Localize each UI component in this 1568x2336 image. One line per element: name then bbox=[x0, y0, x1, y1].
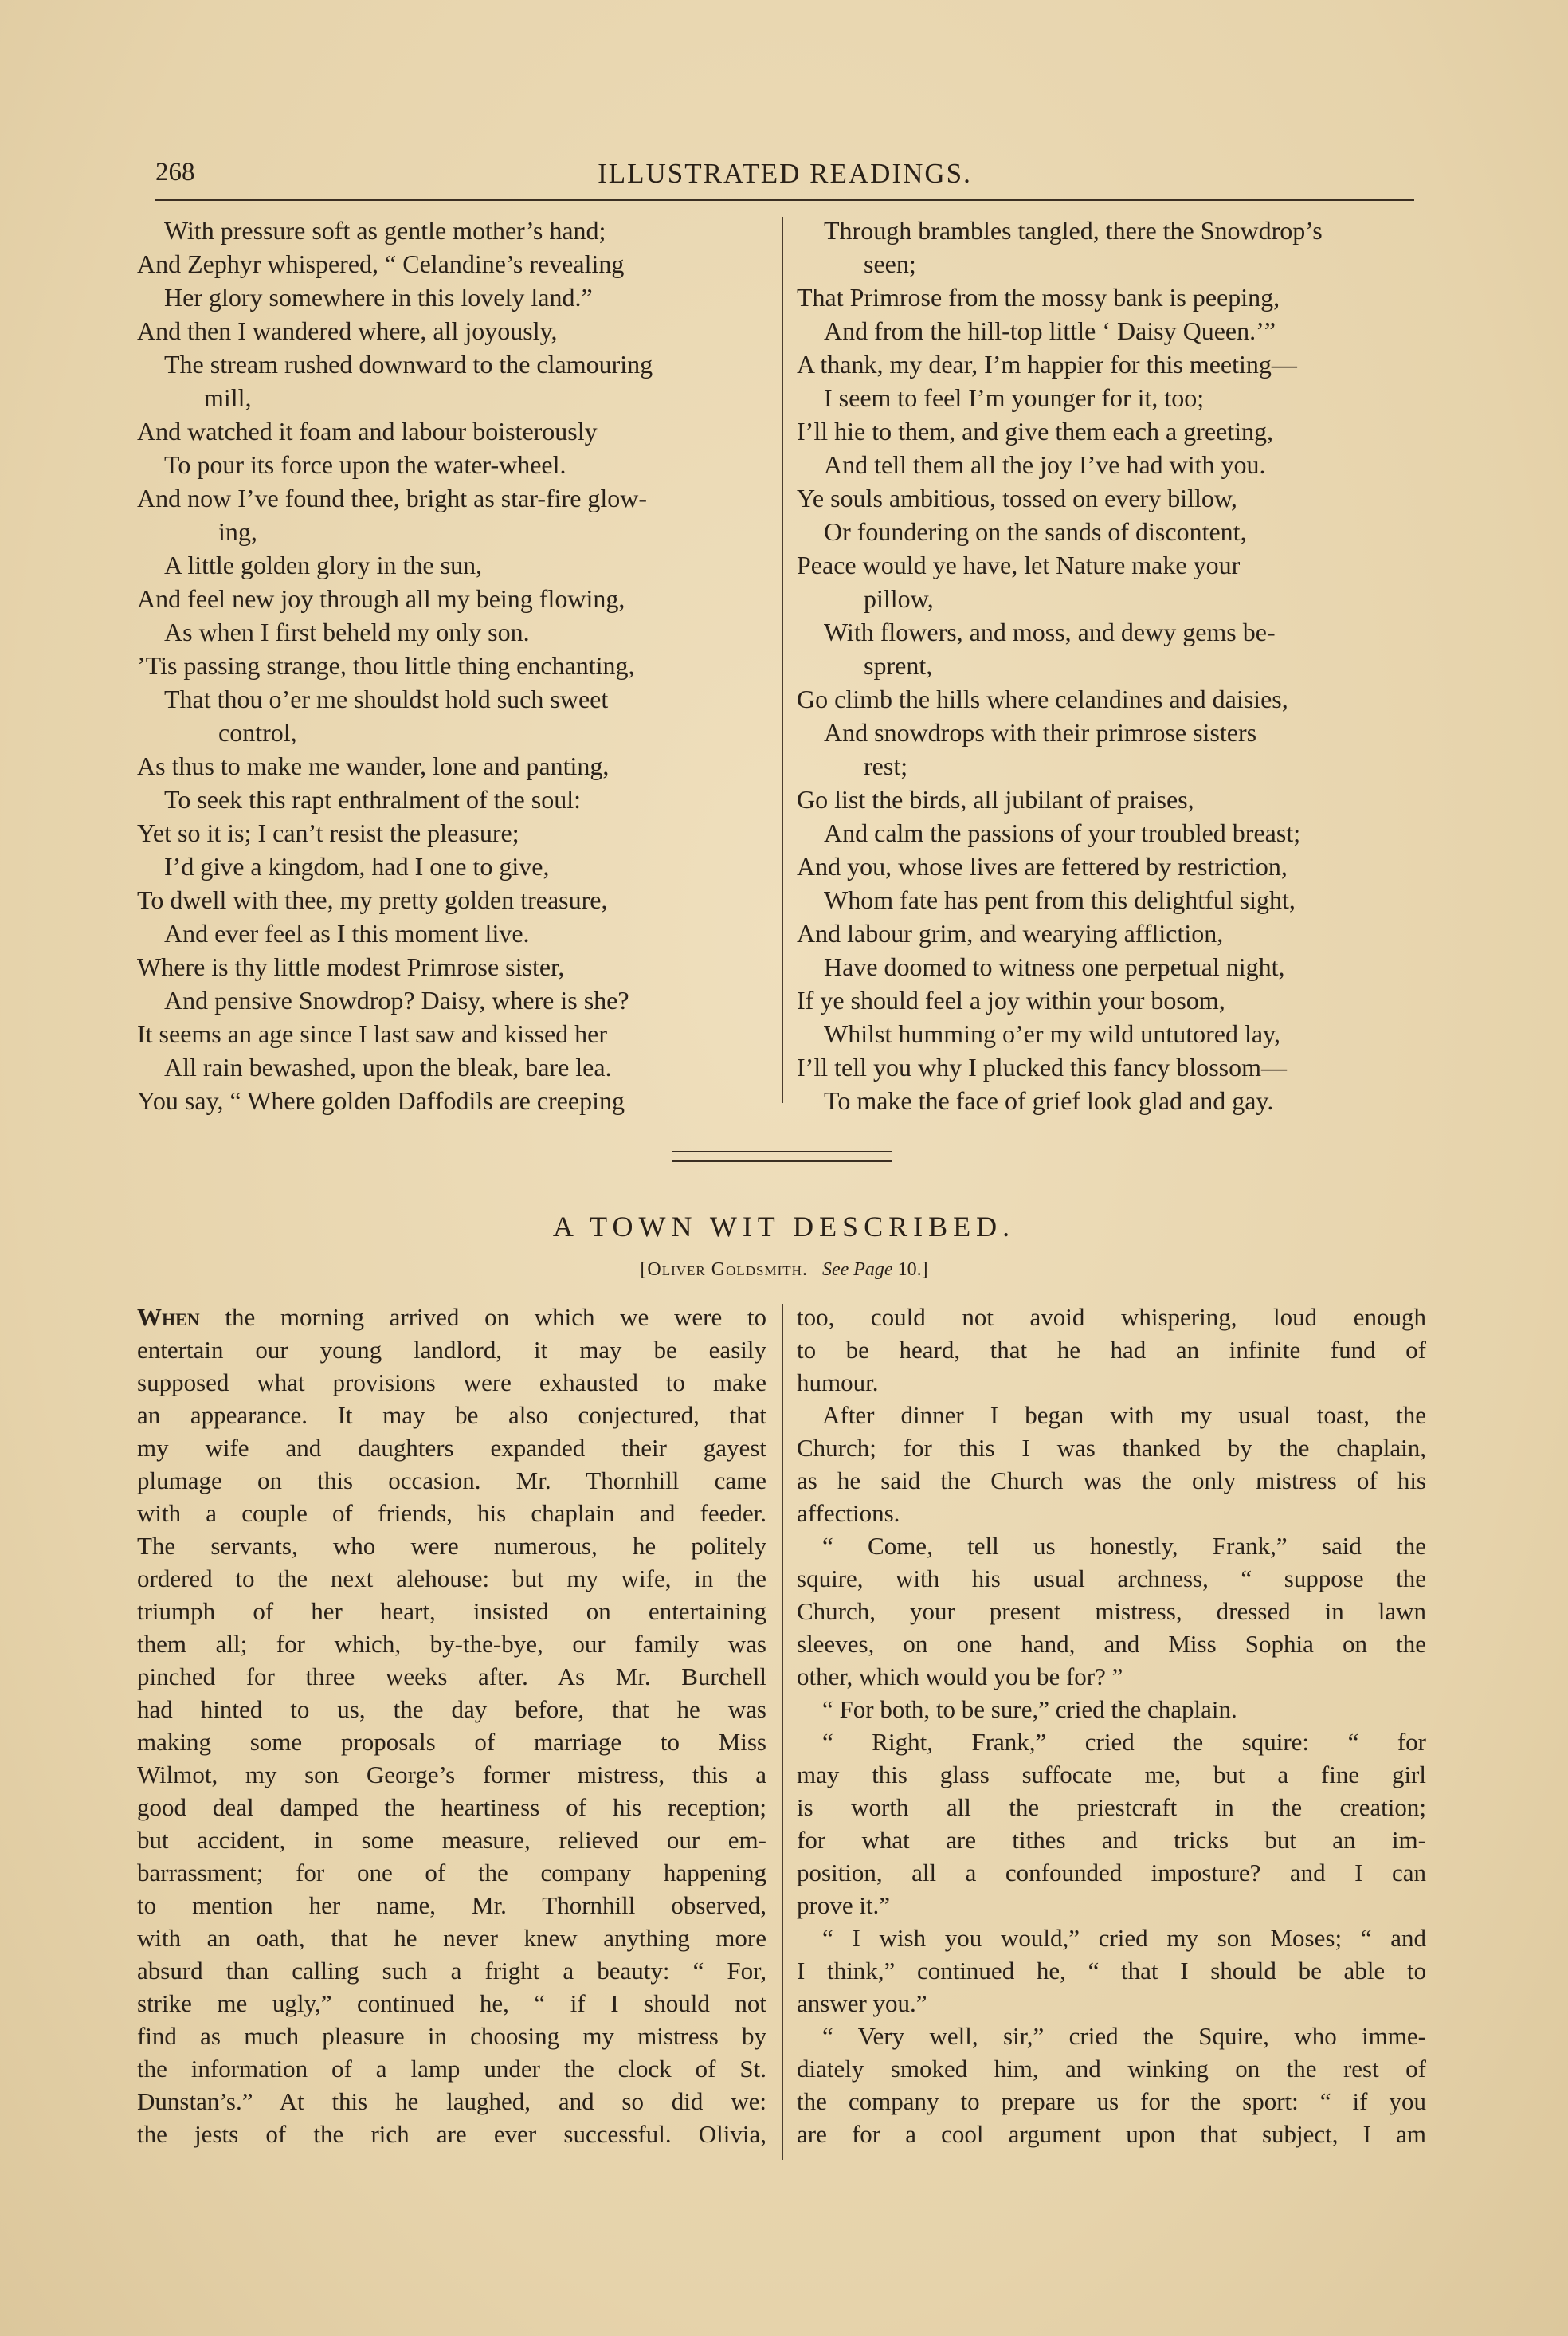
prose-line: for what are tithes and tricks but an im- bbox=[797, 1826, 1426, 1854]
section-title: A TOWN WIT DESCRIBED. bbox=[552, 1211, 1016, 1243]
running-title: ILLUSTRATED READINGS. bbox=[598, 158, 972, 189]
prose-line: with a couple of friends, his chaplain and feeder. bbox=[137, 1499, 766, 1527]
poem-line: If ye should feel a joy within your bosom, bbox=[797, 986, 1225, 1015]
prose-column-left bbox=[137, 1301, 766, 2150]
prose-line: diately smoked him, and winking on the rest of bbox=[797, 2055, 1426, 2083]
poem-line: I’d give a kingdom, had I one to give, bbox=[164, 852, 550, 881]
prose-line: as he said the Church was the only mistress of his bbox=[797, 1466, 1426, 1494]
attribution-see: See Page bbox=[821, 1259, 893, 1280]
prose-line: Church, your present mistress, dressed in lawn bbox=[797, 1597, 1426, 1625]
prose-line: humour. bbox=[797, 1368, 879, 1396]
prose-line: Church; for this I was thanked by the chaplain, bbox=[797, 1434, 1426, 1462]
header-rule bbox=[155, 199, 1414, 201]
prose-line: with an oath, that he never knew anything more bbox=[137, 1924, 766, 1952]
poem-line: And watched it foam and labour boisterously bbox=[137, 417, 598, 446]
poem-line: Have doomed to witness one perpetual night, bbox=[824, 952, 1285, 981]
prose-line: supposed what provisions were exhausted to make bbox=[137, 1368, 766, 1396]
poem-line: And tell them all the joy I’ve had with you. bbox=[824, 450, 1266, 479]
prose-line: good deal damped the heartiness of his reception; bbox=[137, 1793, 766, 1821]
poem-line: Whom fate has pent from this delightful sight, bbox=[824, 885, 1296, 914]
attribution-author: [Oliver Goldsmith. bbox=[640, 1259, 808, 1280]
poem-line: It seems an age since I last saw and kissed her bbox=[137, 1019, 608, 1048]
poem-line: And ever feel as I this moment live. bbox=[164, 919, 530, 948]
poem-line: To pour its force upon the water-wheel. bbox=[164, 450, 566, 479]
poem-line: With flowers, and moss, and dewy gems be- bbox=[824, 618, 1276, 646]
prose-first-line: the morning arrived on which we were to bbox=[199, 1303, 766, 1331]
poem-line: And then I wandered where, all joyously, bbox=[137, 316, 558, 345]
prose-line: strike me ugly,” continued he, “ if I should not bbox=[137, 1989, 766, 2017]
prose-line: to be heard, that he had an infinite fund of bbox=[797, 1336, 1426, 1364]
poem-line: As when I first beheld my only son. bbox=[164, 618, 530, 646]
prose-line: making some proposals of marriage to Miss bbox=[137, 1728, 766, 1756]
prose-line: ordered to the next alehouse: but my wife, in the bbox=[137, 1565, 766, 1592]
poem-line: And calm the passions of your troubled breast; bbox=[824, 819, 1301, 847]
poem-line: And feel new joy through all my being flowing, bbox=[137, 584, 625, 613]
poem-line: Go climb the hills where celandines and daisies, bbox=[797, 685, 1288, 713]
poem-line: Ye souls ambitious, tossed on every billow, bbox=[797, 484, 1237, 512]
prose-line: squire, with his usual archness, “ suppose the bbox=[797, 1565, 1426, 1592]
poem-line: And now I’ve found thee, bright as star-fire glow- bbox=[137, 484, 648, 512]
poem-line: Where is thy little modest Primrose sister, bbox=[137, 952, 565, 981]
poem-line: All rain bewashed, upon the bleak, bare lea. bbox=[164, 1053, 612, 1082]
prose-line: sleeves, on one hand, and Miss Sophia on the bbox=[797, 1630, 1426, 1658]
attribution bbox=[0, 1259, 1568, 1281]
prose-line: but accident, in some measure, relieved our em- bbox=[137, 1826, 766, 1854]
prose-line: “ Right, Frank,” cried the squire: “ for bbox=[822, 1728, 1426, 1756]
prose-line: had hinted to us, the day before, that he was bbox=[137, 1695, 766, 1723]
poem-line: Yet so it is; I can’t resist the pleasure; bbox=[137, 819, 519, 847]
poem-line: A little golden glory in the sun, bbox=[164, 551, 483, 579]
poem-line: ing, bbox=[218, 517, 257, 546]
prose-line: position, all a confounded imposture? and I can bbox=[797, 1859, 1426, 1886]
prose-line: affections. bbox=[797, 1499, 900, 1527]
poem-line: And Zephyr whispered, “ Celandine’s revealing bbox=[137, 249, 625, 278]
prose-line: them all; for which, by-the-bye, our family was bbox=[137, 1630, 766, 1658]
prose-line: too, could not avoid whispering, loud enough bbox=[797, 1303, 1426, 1331]
prose-line: to mention her name, Mr. Thornhill observed, bbox=[137, 1891, 766, 1919]
poem-line: Whilst humming o’er my wild untutored lay, bbox=[824, 1019, 1280, 1048]
prose-line: my wife and daughters expanded their gayest bbox=[137, 1434, 766, 1462]
prose-line: pinched for three weeks after. As Mr. Burchell bbox=[137, 1663, 766, 1690]
attribution-page: 10.] bbox=[897, 1259, 928, 1280]
poem-line: seen; bbox=[864, 249, 916, 278]
poem-line: You say, “ Where golden Daffodils are creeping bbox=[137, 1086, 625, 1115]
prose-line: After dinner I began with my usual toast, the bbox=[822, 1401, 1426, 1429]
prose-line: the information of a lamp under the clock of St. bbox=[137, 2055, 766, 2083]
poem-line: And snowdrops with their primrose sisters bbox=[824, 718, 1257, 747]
poem-column-right bbox=[797, 214, 1434, 1117]
prose-line: I think,” continued he, “ that I should be able to bbox=[797, 1957, 1426, 1985]
poem-line: I’ll tell you why I plucked this fancy blossom— bbox=[797, 1053, 1288, 1082]
prose-line: are for a cool argument upon that subject, I am bbox=[797, 2120, 1426, 2148]
poem-line: mill, bbox=[204, 383, 252, 412]
prose-line: an appearance. It may be also conjectured, that bbox=[137, 1401, 766, 1429]
prose-line: triumph of her heart, insisted on entertaining bbox=[137, 1597, 766, 1625]
section-divider bbox=[672, 1151, 892, 1162]
poem-line: ’Tis passing strange, thou little thing enchanting, bbox=[137, 651, 635, 680]
poem-line: And from the hill-top little ‘ Daisy Queen.’” bbox=[824, 316, 1276, 345]
prose-line: The servants, who were numerous, he politely bbox=[137, 1532, 766, 1560]
poem-line: control, bbox=[218, 718, 297, 747]
prose-line: plumage on this occasion. Mr. Thornhill came bbox=[137, 1466, 766, 1494]
poem-line: Her glory somewhere in this lovely land.” bbox=[164, 283, 593, 312]
prose-column-right bbox=[797, 1301, 1426, 2150]
poem-line: And labour grim, and wearying affliction, bbox=[797, 919, 1224, 948]
poem-column-divider bbox=[782, 217, 783, 1103]
page-number: 268 bbox=[155, 158, 195, 186]
prose-line: may this glass suffocate me, but a fine girl bbox=[797, 1761, 1426, 1788]
poem-line: sprent, bbox=[864, 651, 933, 680]
poem-line: Go list the birds, all jubilant of praises, bbox=[797, 785, 1194, 814]
prose-line: “ For both, to be sure,” cried the chaplain. bbox=[822, 1695, 1237, 1723]
poem-line: And you, whose lives are fettered by restriction, bbox=[797, 852, 1288, 881]
page-header bbox=[155, 158, 1414, 198]
poem-line: To dwell with thee, my pretty golden treasure, bbox=[137, 885, 608, 914]
prose-line: Wilmot, my son George’s former mistress, this a bbox=[137, 1761, 766, 1788]
poem-line: Peace would ye have, let Nature make your bbox=[797, 551, 1241, 579]
prose-line: find as much pleasure in choosing my mistress by bbox=[137, 2022, 766, 2050]
poem-line: With pressure soft as gentle mother’s hand; bbox=[164, 216, 606, 245]
prose-line: answer you.” bbox=[797, 1989, 927, 2017]
poem-line: I’ll hie to them, and give them each a greeting, bbox=[797, 417, 1273, 446]
poem-line: Or foundering on the sands of discontent, bbox=[824, 517, 1247, 546]
poem-line: To make the face of grief look glad and gay. bbox=[824, 1086, 1274, 1115]
prose-line: the jests of the rich are ever successful. Olivia, bbox=[137, 2120, 766, 2148]
poem-line: As thus to make me wander, lone and panting, bbox=[137, 752, 610, 780]
prose-line: “ I wish you would,” cried my son Moses; “ and bbox=[822, 1924, 1426, 1952]
poem-line: That Primrose from the mossy bank is peeping, bbox=[797, 283, 1280, 312]
prose-line: “ Very well, sir,” cried the Squire, who imme- bbox=[822, 2022, 1426, 2050]
prose-line: is worth all the priestcraft in the creation; bbox=[797, 1793, 1426, 1821]
poem-line: rest; bbox=[864, 752, 908, 780]
prose-line: barrassment; for one of the company happening bbox=[137, 1859, 766, 1886]
poem-line: That thou o’er me shouldst hold such sweet bbox=[164, 685, 609, 713]
prose-column-divider bbox=[782, 1304, 783, 2160]
prose-line: prove it.” bbox=[797, 1891, 891, 1919]
prose-line: Dunstan’s.” At this he laughed, and so did we: bbox=[137, 2087, 766, 2115]
poem-line: To seek this rapt enthralment of the soul: bbox=[164, 785, 581, 814]
prose-line: absurd than calling such a fright a beauty: “ For, bbox=[137, 1957, 766, 1985]
poem-line: A thank, my dear, I’m happier for this meeting— bbox=[797, 350, 1297, 379]
poem-line: And pensive Snowdrop? Daisy, where is she? bbox=[164, 986, 629, 1015]
prose-line: the company to prepare us for the sport: “ if you bbox=[797, 2087, 1426, 2115]
prose-line: “ Come, tell us honestly, Frank,” said the bbox=[822, 1532, 1426, 1560]
prose-line: entertain our young landlord, it may be easily bbox=[137, 1336, 766, 1364]
prose-line: other, which would you be for? ” bbox=[797, 1663, 1123, 1690]
poem-column-left bbox=[137, 214, 774, 1117]
poem-line: I seem to feel I’m younger for it, too; bbox=[824, 383, 1205, 412]
poem-line: pillow, bbox=[864, 584, 934, 613]
poem-line: Through brambles tangled, there the Snowdrop’s bbox=[824, 216, 1323, 245]
poem-line: The stream rushed downward to the clamouring bbox=[164, 350, 653, 379]
prose-line bbox=[137, 1301, 766, 1333]
drop-cap-word: When bbox=[137, 1303, 200, 1331]
